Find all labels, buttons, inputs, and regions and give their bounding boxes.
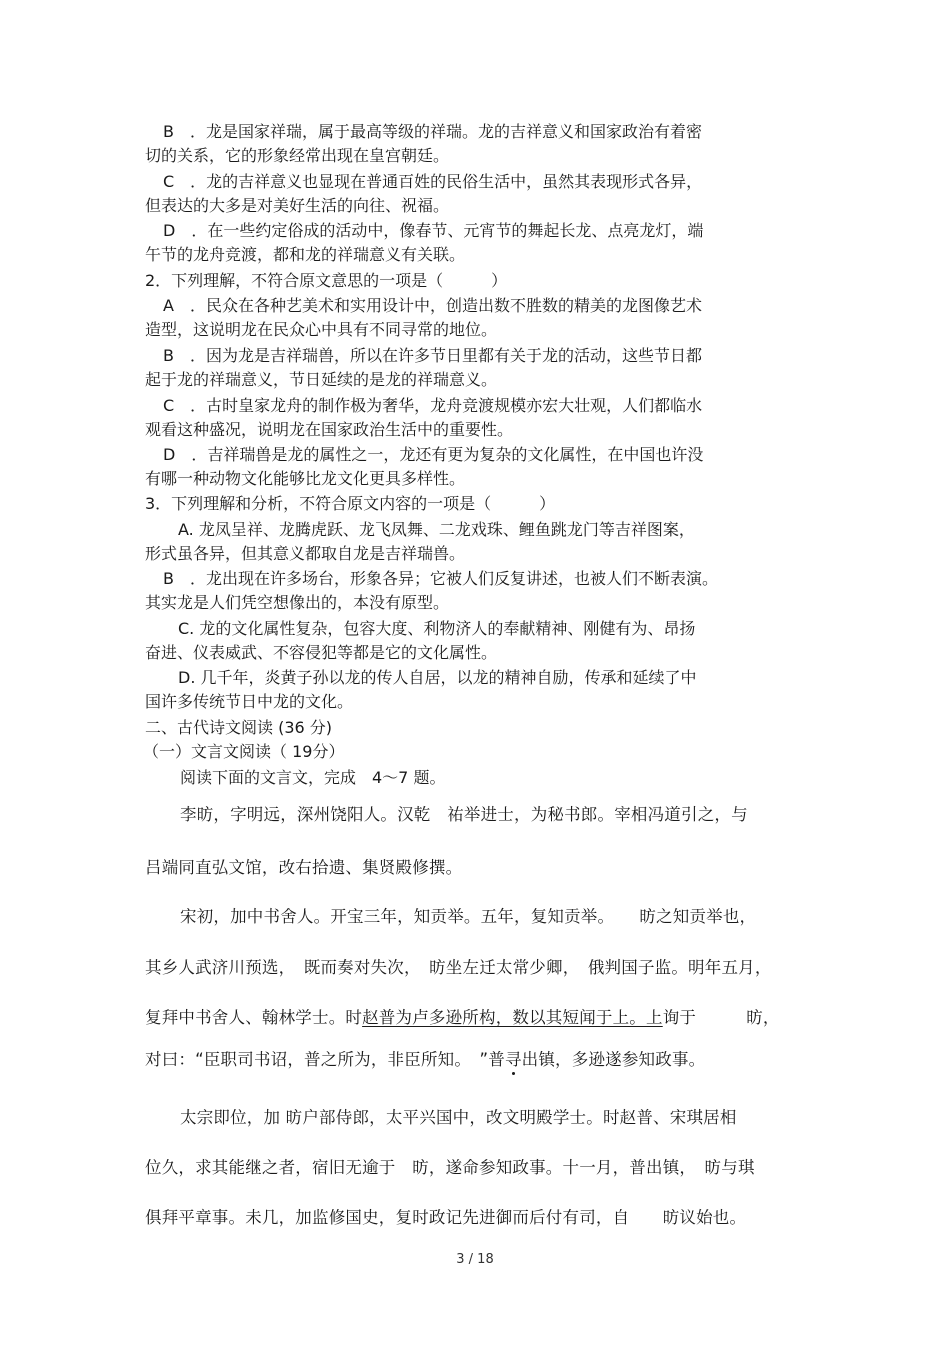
passage-p2-line4 bbox=[145, 1050, 705, 1070]
dotted-character: 寻 bbox=[504, 1050, 522, 1069]
q3-option-c-line1: C. 龙的文化属性复杂，包容大度、利物济人的奉献精神、刚健有为、昂扬 bbox=[178, 619, 696, 638]
q3-option-a-line2: 形式虽各异，但其意义都取自龙是吉祥瑞兽。 bbox=[145, 544, 466, 563]
passage-text: 对曰：“臣职司书诏，普之所为，非臣所知。 ”普 bbox=[145, 1050, 505, 1069]
q2-option-a-line2: 造型，这说明龙在民众心中具有不同寻常的地位。 bbox=[145, 320, 498, 339]
passage-p1-line1: 李昉，字明远，深州饶阳人。汉乾 祐举进士，为秘书郎。宰相冯道引之，与 bbox=[180, 805, 748, 824]
q3-stem: 3．下列理解和分析，不符合原文内容的一项是（ ） bbox=[145, 494, 556, 513]
q1-option-b-line2: 切的关系，它的形象经常出现在皇宫朝廷。 bbox=[145, 146, 450, 165]
q2-option-a-line1: A ．民众在各种艺美术和实用设计中，创造出数不胜数的精美的龙图像艺术 bbox=[163, 296, 702, 315]
section-title: 二、古代诗文阅读 (36 分) bbox=[145, 718, 333, 737]
q3-option-b-line2: 其实龙是人们凭空想像出的，本没有原型。 bbox=[145, 593, 450, 612]
q2-option-b-line2: 起于龙的祥瑞意义，节日延续的是龙的祥瑞意义。 bbox=[145, 370, 498, 389]
q1-option-d-line2: 午节的龙舟竞渡，都和龙的祥瑞意义有关联。 bbox=[145, 245, 466, 264]
passage-text: 出镇，多逊遂参知政事。 bbox=[521, 1050, 706, 1069]
q2-option-c-line1: C ．古时皇家龙舟的制作极为奢华，龙舟竞渡规模亦宏大壮观，人们都临水 bbox=[163, 396, 703, 415]
q1-option-d-line1: D ．在一些约定俗成的活动中，像春节、元宵节的舞起长龙、点亮龙灯，端 bbox=[163, 221, 704, 240]
passage-text: 复拜中书舍人、翰林学士。时 bbox=[145, 1008, 363, 1027]
passage-p3-line1: 太宗即位，加 昉户部侍郎，太平兴国中，改文明殿学士。时赵普、宋琪居相 bbox=[180, 1108, 737, 1127]
page-number: 3 / 18 bbox=[456, 1252, 494, 1267]
passage-p2-line2: 其乡人武济川预选， 既而奏对失次， 昉坐左迁太常少卿， 俄判国子监。明年五月， bbox=[145, 958, 772, 977]
q1-option-c-line2: 但表达的大多是对美好生活的向往、祝福。 bbox=[145, 196, 450, 215]
passage-p2-line3 bbox=[145, 1008, 780, 1028]
passage-p1-line2: 吕端同直弘文馆，改右拾遗、集贤殿修撰。 bbox=[145, 858, 463, 877]
underlined-sentence: 赵普为卢多逊所构，数以其短闻于上。上 bbox=[362, 1008, 663, 1027]
passage-text: 询于 昉， bbox=[662, 1008, 780, 1027]
subsection-title: （一）文言文阅读（ 19分） bbox=[143, 742, 345, 761]
reading-instruction: 阅读下面的文言文，完成 4～7 题。 bbox=[180, 768, 446, 787]
q3-option-d-line2: 国许多传统节日中龙的文化。 bbox=[145, 692, 354, 711]
q2-option-d-line2: 有哪一种动物文化能够比龙文化更具多样性。 bbox=[145, 469, 466, 488]
q3-option-a-line1: A. 龙凤呈祥、龙腾虎跃、龙飞凤舞、二龙戏珠、鲤鱼跳龙门等吉祥图案， bbox=[178, 520, 695, 539]
q3-option-d-line1: D. 几千年，炎黄子孙以龙的传人自居，以龙的精神自励，传承和延续了中 bbox=[178, 668, 697, 687]
q3-option-c-line2: 奋进、仪表威武、不容侵犯等都是它的文化属性。 bbox=[145, 643, 498, 662]
q2-option-c-line2: 观看这种盛况，说明龙在国家政治生活中的重要性。 bbox=[145, 420, 514, 439]
passage-p3-line3: 俱拜平章事。未几，加监修国史，复时政记先进御而后付有司，自 昉议始也。 bbox=[145, 1208, 747, 1227]
passage-p3-line2: 位久，求其能继之者，宿旧无逾于 昉，遂命参知政事。十一月，普出镇， 昉与琪 bbox=[145, 1158, 755, 1177]
passage-p2-line1: 宋初，加中书舍人。开宝三年，知贡举。五年，复知贡举。 昉之知贡举也， bbox=[180, 907, 757, 926]
q2-stem: 2．下列理解，不符合原文意思的一项是（ ） bbox=[145, 271, 508, 290]
q1-option-c-line1: C ．龙的吉祥意义也显现在普通百姓的民俗生活中，虽然其表现形式各异， bbox=[163, 172, 703, 191]
q2-option-d-line1: D ．吉祥瑞兽是龙的属性之一，龙还有更为复杂的文化属性，在中国也许没 bbox=[163, 445, 704, 464]
q3-option-b-line1: B ．龙出现在许多场台，形象各异；它被人们反复讲述，也被人们不断表演。 bbox=[163, 569, 718, 588]
q1-option-b-line1: B ．龙是国家祥瑞，属于最高等级的祥瑞。龙的吉祥意义和国家政治有着密 bbox=[163, 122, 702, 141]
q2-option-b-line1: B ．因为龙是吉祥瑞兽，所以在许多节日里都有关于龙的活动，这些节日都 bbox=[163, 346, 702, 365]
